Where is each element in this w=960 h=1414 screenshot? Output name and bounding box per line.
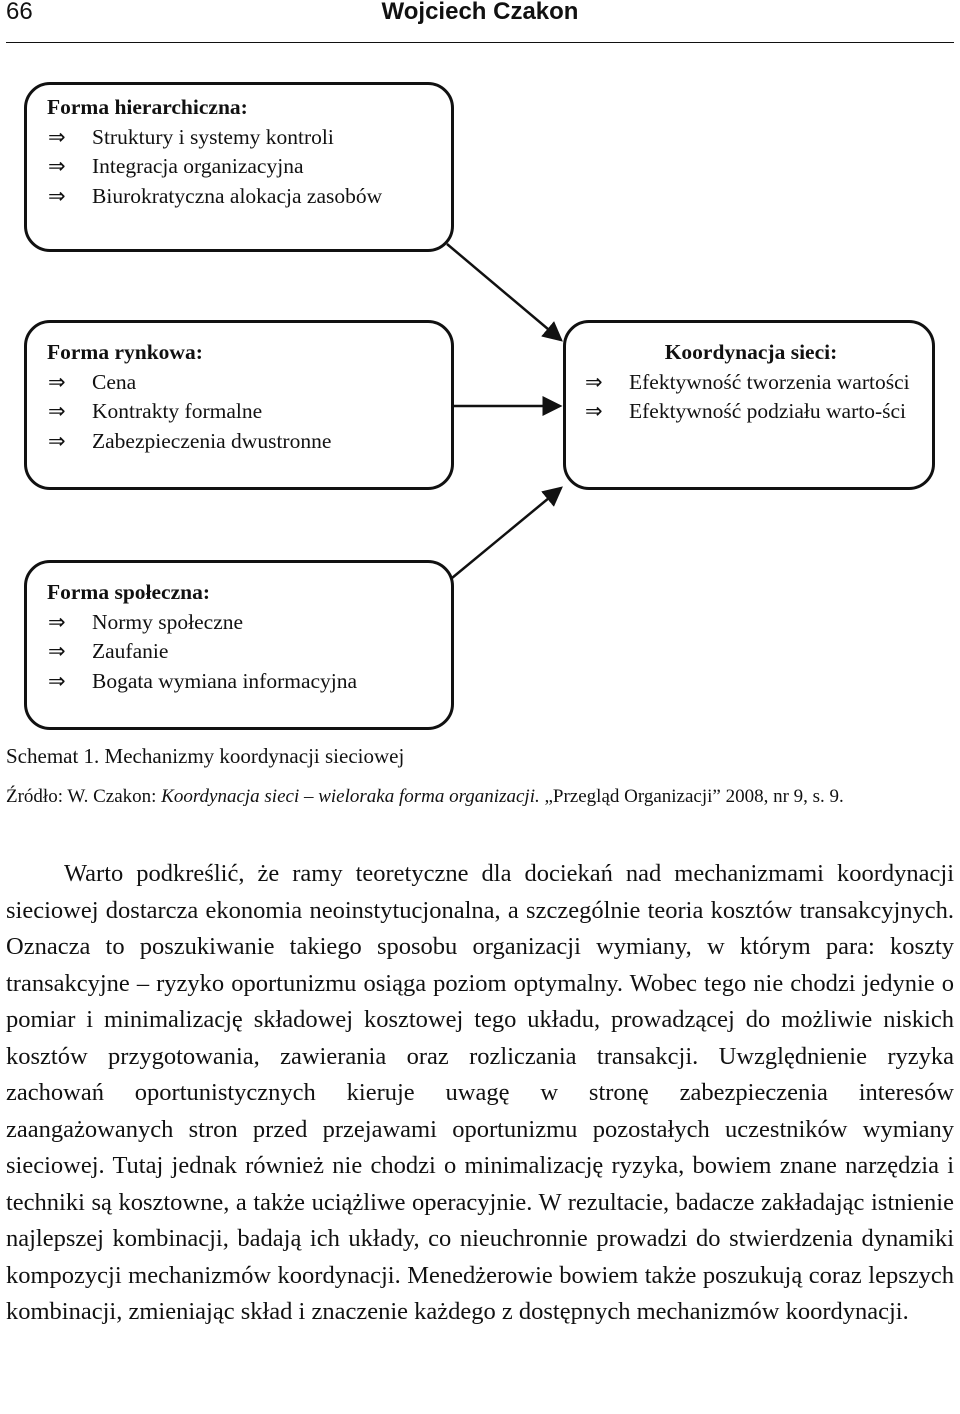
list-item: ⇒ Zaufanie xyxy=(47,637,437,667)
page-number: 66 xyxy=(6,0,33,25)
list-item: ⇒ Cena xyxy=(47,368,437,398)
arrow-social-to-coordination xyxy=(452,488,561,578)
implies-arrow-icon: ⇒ xyxy=(48,124,66,149)
list-item: ⇒ Efektywność tworzenia wartości xyxy=(584,368,918,398)
network-coordination-box xyxy=(563,320,935,490)
implies-arrow-icon: ⇒ xyxy=(48,183,66,208)
list-item: ⇒ Zabezpieczenia dwustronne xyxy=(47,427,437,457)
source-prefix: Źródło: W. Czakon: xyxy=(6,786,162,807)
implies-arrow-icon: ⇒ xyxy=(48,154,66,178)
market-form-title: Forma rynkowa: xyxy=(47,340,203,364)
social-form-box xyxy=(24,560,454,730)
hierarchical-form-title: Forma hierarchiczna: xyxy=(47,95,248,119)
figure-source xyxy=(6,786,844,808)
arrow-hierarchical-to-coordination xyxy=(447,244,561,340)
implies-arrow-icon: ⇒ xyxy=(585,369,603,394)
list-item: ⇒ Bogata wymiana informacyjna xyxy=(47,667,437,697)
network-coordination-title: Koordynacja sieci: xyxy=(664,340,838,364)
source-suffix: „Przegląd Organizacji” 2008, nr 9, s. 9. xyxy=(539,786,844,807)
implies-arrow-icon: ⇒ xyxy=(48,399,66,423)
list-item: ⇒ Struktury i systemy kontroli xyxy=(47,123,437,153)
implies-arrow-icon: ⇒ xyxy=(48,668,66,693)
social-form-title: Forma społeczna: xyxy=(47,580,211,604)
implies-arrow-icon: ⇒ xyxy=(48,639,66,663)
figure-caption: Schemat 1. Mechanizmy koordynacji sieciowej xyxy=(6,744,405,768)
list-item: ⇒ Biurokratyczna alokacja zasobów xyxy=(47,182,437,212)
list-item: ⇒ Kontrakty formalne xyxy=(47,397,437,427)
body-paragraph: Warto podkreślić, że ramy teoretyczne dla dociekań nad mechanizmami koordynacji sieciowej dostarcza ekonomia neoinstytucjonalna, a szczególnie teoria kosztów transakcyjnych. Oznacza to poszukiwanie takiego sposobu organizacji wymiany, w którym para: koszty transakcyjne – ryzyko oportunizmu osiąga poziom optymalny. Wobec tego nie chodzi jedynie o pomiar i minimalizację składowej kosztowej tego układu, prowadzącej do możliwie niskich kosztów przygotowania, zawierania oraz rozliczania transakcji. Uwzględnienie ryzyka zachowań oportunistycznych kieruje uwagę w stronę zabezpieczenia interesów zaangażowanych stron przed przejawami oportunizmu pozostałych uczestników wymiany sieciowej. Tutaj jednak również nie chodzi o minimalizację ryzyka, bowiem znane narzędzia i techniki są kosztowne, a także uciążliwe operacyjnie. W rezultacie, badacze zakładając istnienie najlepszej kombinacji, badają ich układy, co nieuchronnie prowadzi do stwierdzenia dynamiki kompozycji mechanizmów koordynacji. Menedżerowie bowiem także poszukują coraz lepszych kombinacji, zmieniając skład i znaczenie każdego z dostępnych mechanizmów koordynacji. xyxy=(6,860,954,1325)
hierarchical-form-box xyxy=(24,82,454,252)
implies-arrow-icon: ⇒ xyxy=(48,609,66,634)
implies-arrow-icon: ⇒ xyxy=(48,428,66,453)
implies-arrow-icon: ⇒ xyxy=(48,369,66,394)
list-item: ⇒ Efektywność podziału warto-ści xyxy=(584,397,918,427)
list-item: ⇒ Integracja organizacyjna xyxy=(47,152,437,182)
source-title: Koordynacja sieci – wieloraka forma organizacji. xyxy=(161,786,540,807)
running-header-author: Wojciech Czakon xyxy=(381,0,579,25)
market-form-box xyxy=(24,320,454,490)
list-item: ⇒ Normy społeczne xyxy=(47,608,437,638)
implies-arrow-icon: ⇒ xyxy=(585,399,603,423)
